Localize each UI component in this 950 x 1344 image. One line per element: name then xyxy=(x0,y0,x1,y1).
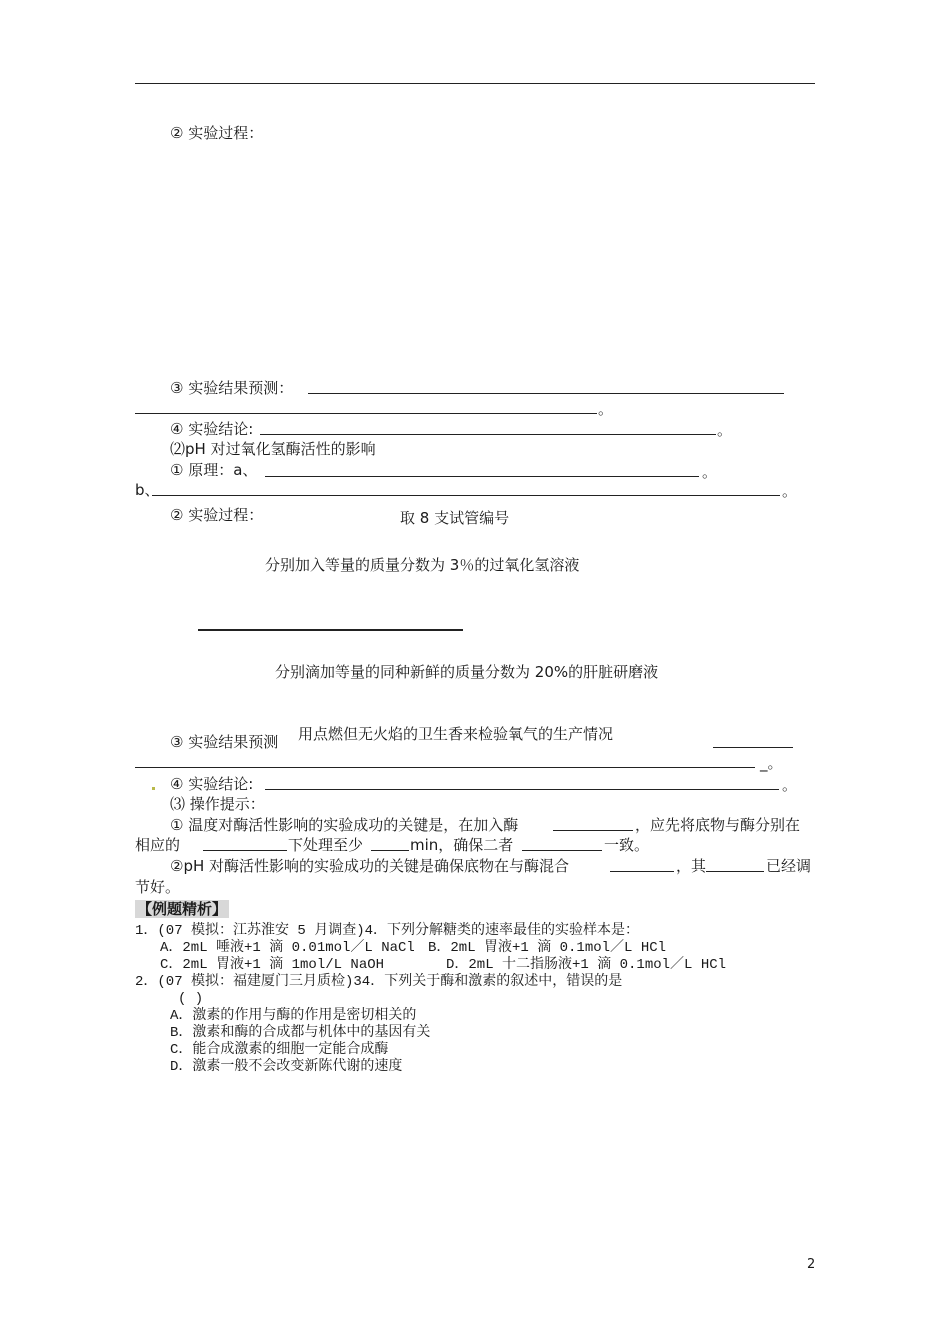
page-number: 2 xyxy=(807,1257,816,1272)
flow-step-2: 分别加入等量的质量分数为 3％的过氧化氢溶液 xyxy=(265,556,580,574)
tip1-blank-4[interactable] xyxy=(522,850,602,851)
tip1-part-c: 相应的 xyxy=(135,836,181,854)
temp-result-blank-2[interactable] xyxy=(135,413,597,414)
ph-conclusion-period: 。 xyxy=(782,776,798,794)
ph-principle-a-period: 。 xyxy=(702,463,718,481)
q1-stem: 1．(07 模拟：江苏淮安 5 月调查)4．下列分解糖类的速率最佳的实验样本是： xyxy=(135,923,640,939)
q2-option-a[interactable]: A．激素的作用与酶的作用是密切相关的 xyxy=(170,1008,417,1024)
examples-header-text: 【例题精析】 xyxy=(137,900,228,918)
examples-header xyxy=(135,900,229,918)
flow-step-blank[interactable] xyxy=(198,629,463,631)
temp-conclusion-period: 。 xyxy=(717,421,733,439)
scan-speck xyxy=(152,787,155,790)
q1-option-d[interactable]: D．2mL 十二指肠液+1 滴 0.1mol／L HCl xyxy=(446,957,727,973)
q2-option-b[interactable]: B．激素和酶的合成都与机体中的基因有关 xyxy=(170,1025,431,1041)
tip1-blank-1[interactable] xyxy=(553,830,633,831)
tip1-part-e: min，确保二者 xyxy=(410,836,514,854)
tip2-part-b: ，其 xyxy=(676,857,707,875)
ph-section-title: ⑵pH 对过氧化氢酶活性的影响 xyxy=(170,440,376,458)
temp-result-blank-1[interactable] xyxy=(308,393,784,394)
tip1-part-f: 一致。 xyxy=(604,836,650,854)
temp-conclusion-blank[interactable] xyxy=(260,434,716,435)
tip1-blank-3[interactable] xyxy=(371,850,409,851)
ph-result-blank-1[interactable] xyxy=(713,747,793,748)
ph-process-label: ② 实验过程： xyxy=(170,506,264,524)
q1-option-c[interactable]: C．2mL 胃液+1 滴 1mol/L NaOH xyxy=(160,957,385,973)
q2-answer-paren[interactable]: ( ) xyxy=(178,991,204,1007)
temp-result-label: ③ 实验结果预测： xyxy=(170,379,294,397)
ph-result-end: _。 xyxy=(760,754,783,772)
tip2-part-d: 节好。 xyxy=(135,878,181,896)
ph-conclusion-blank[interactable] xyxy=(265,789,779,790)
flow-step-4: 用点燃但无火焰的卫生香来检验氧气的生产情况 xyxy=(298,725,614,743)
temp-process-label: ② 实验过程： xyxy=(170,124,264,142)
tip2-blank-2[interactable] xyxy=(706,871,764,872)
q2-stem: 2．(07 模拟：福建厦门三月质检)34．下列关于酶和激素的叙述中，错误的是 xyxy=(135,974,623,990)
temp-result-period: 。 xyxy=(598,400,614,418)
ph-principle-b-label: b、 xyxy=(135,481,160,499)
temp-conclusion-label: ④ 实验结论: xyxy=(170,420,254,438)
ph-principle-a-blank[interactable] xyxy=(265,476,699,477)
header-rule xyxy=(135,83,815,84)
tip1-part-d: 下处理至少 xyxy=(288,836,364,854)
ph-principle-a-label: ① 原理：a、 xyxy=(170,461,258,479)
tip1-blank-2[interactable] xyxy=(203,850,287,851)
flow-step-1: 取 8 支试管编号 xyxy=(400,509,510,527)
tip1-part-b: ，应先将底物与酶分别在 xyxy=(635,816,801,834)
flow-step-3: 分别滴加等量的同种新鲜的质量分数为 20%的肝脏研磨液 xyxy=(275,663,659,681)
q2-option-d[interactable]: D．激素一般不会改变新陈代谢的速度 xyxy=(170,1059,403,1075)
ph-result-label: ③ 实验结果预测 xyxy=(170,733,279,751)
ph-principle-b-period: 。 xyxy=(782,482,798,500)
tips-title: ⑶ 操作提示： xyxy=(170,795,265,813)
q1-option-a[interactable]: A．2mL 唾液+1 滴 0.01mol／L NaCl xyxy=(160,940,415,956)
tip2-part-c: 已经调 xyxy=(766,857,812,875)
ph-conclusion-label: ④ 实验结论: xyxy=(170,775,254,793)
q1-option-b[interactable]: B．2mL 胃液+1 滴 0.1mol／L HCl xyxy=(428,940,667,956)
ph-principle-b-blank[interactable] xyxy=(152,495,780,496)
tip2-blank-1[interactable] xyxy=(610,871,674,872)
ph-result-blank-2[interactable] xyxy=(135,767,755,768)
tip2-part-a: ②pH 对酶活性影响的实验成功的关键是确保底物在与酶混合 xyxy=(170,857,570,875)
tip1-part-a: ① 温度对酶活性影响的实验成功的关键是，在加入酶 xyxy=(170,816,519,834)
q2-option-c[interactable]: C．能合成激素的细胞一定能合成酶 xyxy=(170,1042,389,1058)
